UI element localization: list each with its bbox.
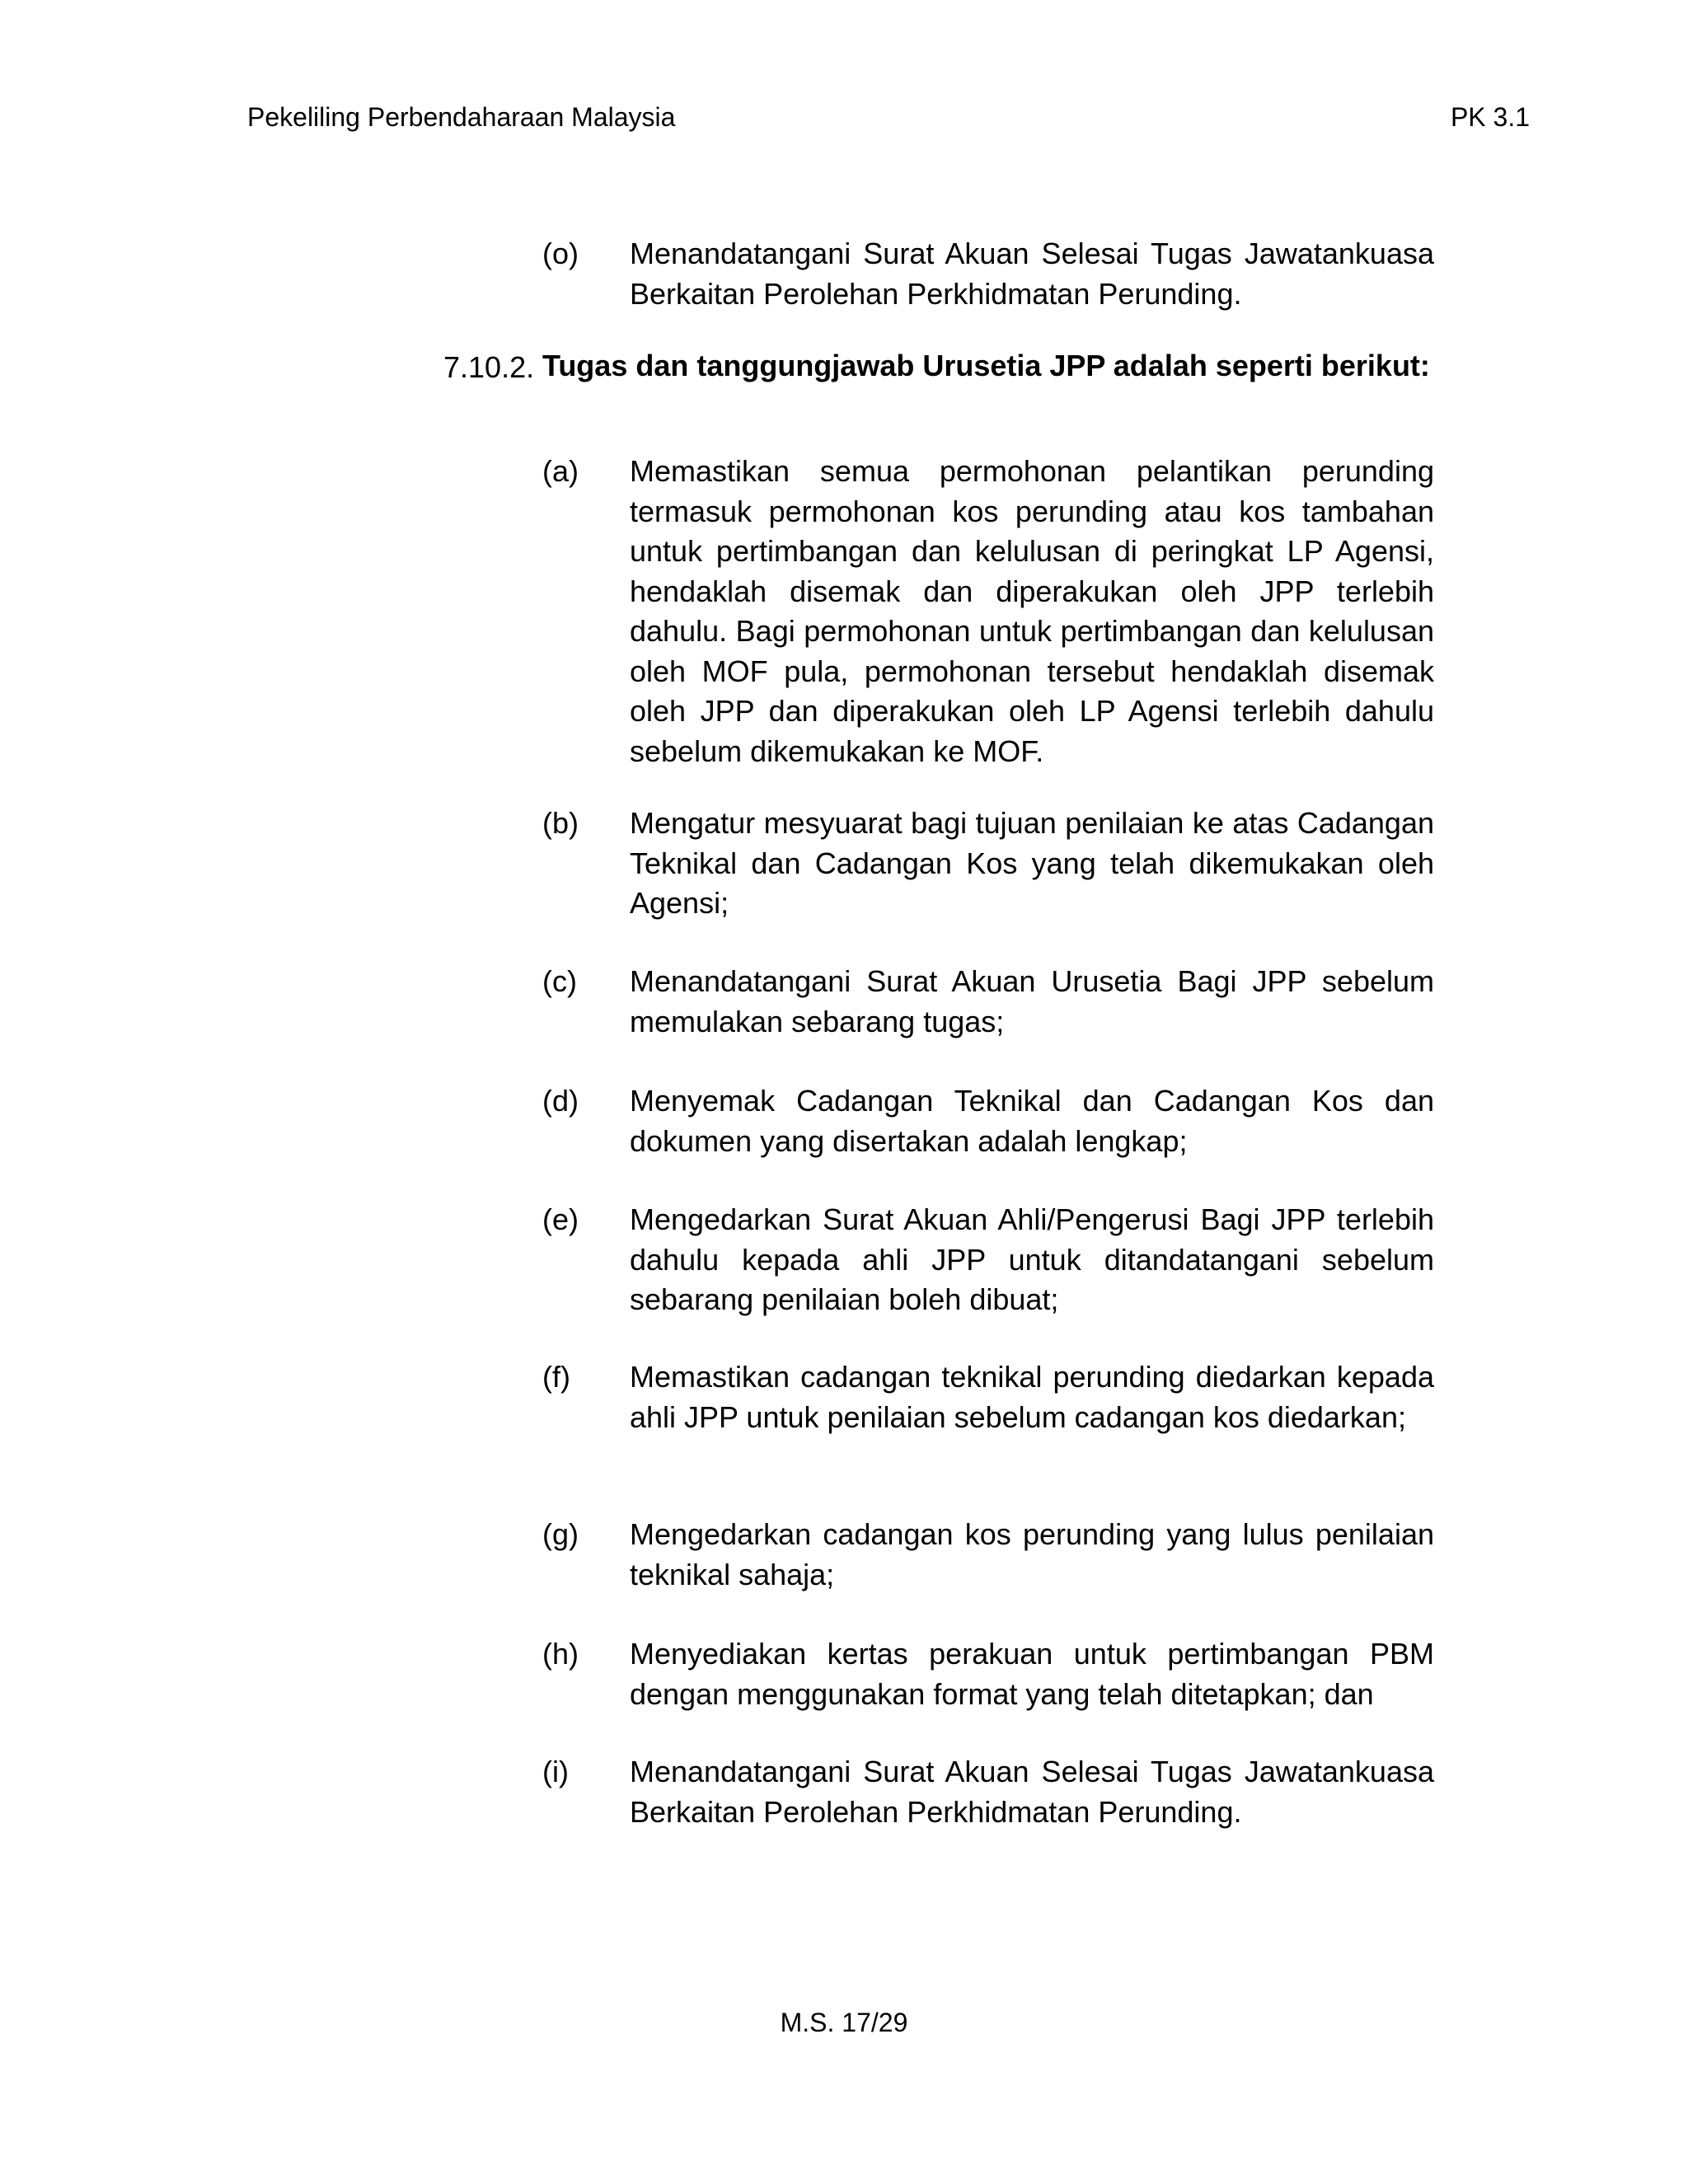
list-item-text: Menyemak Cadangan Teknikal dan Cadangan Kos dan dokumen yang disertakan adalah lengkap;	[630, 1084, 1434, 1158]
list-item-text: Memastikan cadangan teknikal perunding diedarkan kepada ahli JPP untuk penilaian sebelum cadangan kos diedarkan;	[630, 1360, 1434, 1434]
list-item-text: Mengedarkan cadangan kos perunding yang lulus penilaian teknikal sahaja;	[630, 1517, 1434, 1591]
list-item-text: Menyediakan kertas perakuan untuk pertimbangan PBM dengan menggunakan format yang telah ditetapkan; dan	[630, 1637, 1434, 1711]
list-item-label: (c)	[542, 964, 577, 998]
page-header-title: Pekeliling Perbendaharaan Malaysia	[247, 102, 676, 132]
list-item-label: (a)	[542, 454, 579, 488]
list-item-text: Mengatur mesyuarat bagi tujuan penilaian ke atas Cadangan Teknikal dan Cadangan Kos yang telah dikemukakan oleh Agensi;	[630, 806, 1434, 920]
page-number: M.S. 17/29	[780, 2008, 908, 2037]
list-item-text: Mengedarkan Surat Akuan Ahli/Pengerusi Bagi JPP terlebih dahulu kepada ahli JPP untuk ditandatangani sebelum sebarang penilaian boleh dibuat;	[630, 1202, 1434, 1316]
section-number: 7.10.2.	[443, 350, 535, 384]
list-item-text: Memastikan semua permohonan pelantikan perunding termasuk permohonan kos perunding atau kos tambahan untuk pertimbangan dan kelulusan di peringkat LP Agensi, hendaklah disemak dan diperakukan oleh JPP terlebih dahulu. Bagi permohonan untuk pertimbangan dan kelulusan oleh MOF pula, permohonan tersebut hendaklah disemak oleh JPP dan diperakukan oleh LP Agensi terlebih dahulu sebelum dikemukakan ke MOF.	[630, 454, 1434, 768]
list-item-label: (e)	[542, 1202, 579, 1236]
list-item-label: (o)	[542, 237, 579, 270]
list-item-label: (h)	[542, 1637, 579, 1671]
list-item-label: (g)	[542, 1517, 579, 1551]
section-heading: Tugas dan tanggungjawab Urusetia JPP adalah seperti berikut:	[542, 349, 1430, 382]
list-item-label: (f)	[542, 1360, 570, 1394]
list-item-text: Menandatangani Surat Akuan Urusetia Bagi JPP sebelum memulakan sebarang tugas;	[630, 964, 1434, 1038]
list-item-text: Menandatangani Surat Akuan Selesai Tugas Jawatankuasa Berkaitan Perolehan Perkhidmatan Perunding.	[630, 1755, 1434, 1829]
page-header-code: PK 3.1	[1450, 102, 1530, 132]
list-item-text: Menandatangani Surat Akuan Selesai Tugas Jawatankuasa Berkaitan Perolehan Perkhidmatan Perunding.	[630, 237, 1434, 311]
list-item-label: (i)	[542, 1755, 569, 1788]
list-item-label: (d)	[542, 1084, 579, 1118]
list-item-label: (b)	[542, 806, 579, 840]
